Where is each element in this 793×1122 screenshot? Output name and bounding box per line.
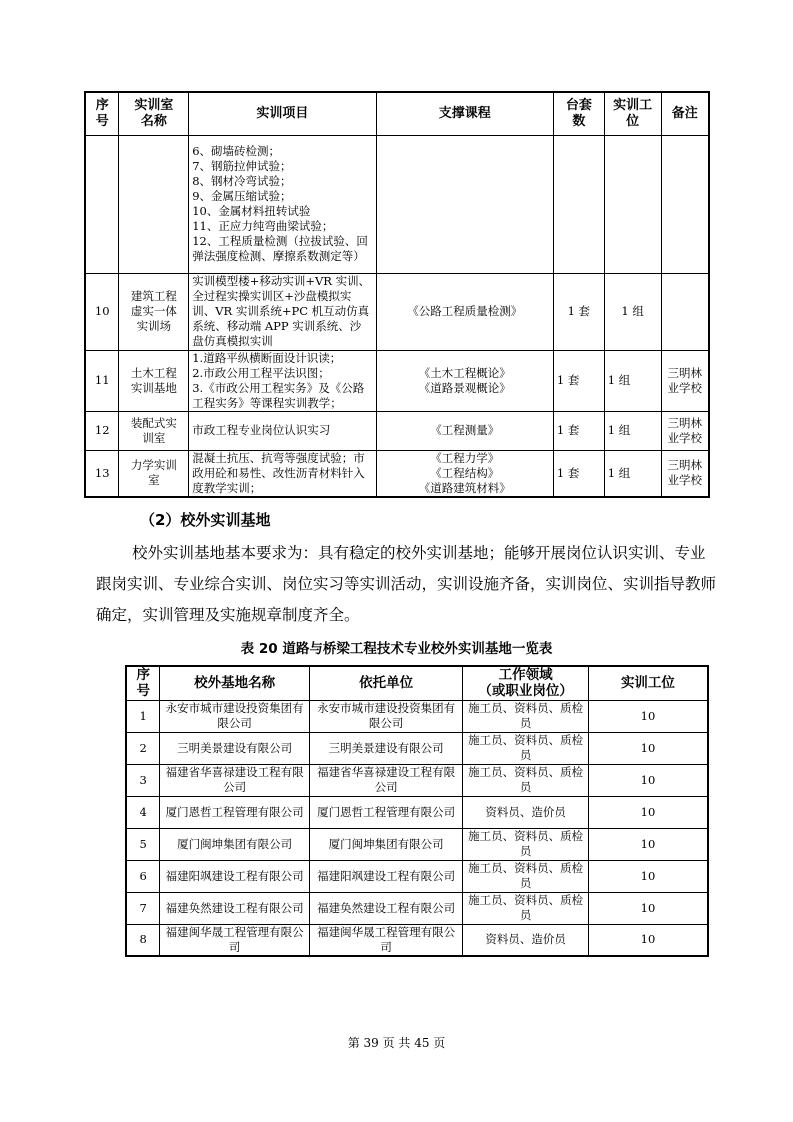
table-row bbox=[126, 892, 708, 924]
cell-base: 福建闽华晟工程管理有限公司 bbox=[160, 924, 309, 956]
cell-note: 三明林 业学校 bbox=[661, 411, 709, 450]
cell-room bbox=[119, 135, 189, 273]
cell-sets: 1 套 bbox=[553, 350, 604, 411]
cell-unit: 厦门闽坤集团有限公司 bbox=[309, 828, 462, 860]
body-paragraph: 校外实训基地基本要求为：具有稳定的校外实训基地；能够开展岗位认识实训、专业跟岗实训、专业综合实训、岗位实习等实训活动，实训设施齐备，实训岗位、实训指导教师确定，实训管理及实施规章制度齐全。 bbox=[96, 544, 717, 624]
col-header-unit: 依托单位 bbox=[309, 666, 462, 700]
cell-items: 混凝土抗压、抗弯等强度试验；市政用砼和易性、改性沥青材料针入度教学实训； bbox=[189, 450, 376, 497]
col-header-field: 工作领域 （或职业岗位） bbox=[463, 666, 589, 700]
cell-courses: 《土木工程概论》 《道路景观概论》 bbox=[376, 350, 553, 411]
cell-room: 土木工程 实训基地 bbox=[119, 350, 189, 411]
external-base-table bbox=[125, 665, 709, 957]
col-header-stations: 实训工 位 bbox=[604, 92, 661, 135]
cell-stations: 10 bbox=[588, 764, 708, 796]
cell-sets bbox=[553, 135, 604, 273]
table-row bbox=[126, 796, 708, 828]
cell-base: 厦门闽坤集团有限公司 bbox=[160, 828, 309, 860]
cell-no: 4 bbox=[126, 796, 160, 828]
col-header-room: 实训室 名称 bbox=[119, 92, 189, 135]
table-row bbox=[85, 411, 709, 450]
cell-stations: 1 组 bbox=[604, 411, 661, 450]
cell-courses bbox=[376, 135, 553, 273]
cell-sets: 1 套 bbox=[553, 411, 604, 450]
cell-no bbox=[85, 135, 119, 273]
cell-field: 施工员、资料员、质检员 bbox=[463, 860, 589, 892]
cell-room: 装配式实 训室 bbox=[119, 411, 189, 450]
cell-stations: 10 bbox=[588, 700, 708, 732]
col-header-stations: 实训工位 bbox=[588, 666, 708, 700]
cell-stations: 10 bbox=[588, 828, 708, 860]
cell-unit: 福建阳飒建设工程有限公司 bbox=[309, 860, 462, 892]
col-header-base: 校外基地名称 bbox=[160, 666, 309, 700]
cell-note bbox=[661, 273, 709, 350]
cell-no: 2 bbox=[126, 732, 160, 764]
cell-note bbox=[661, 135, 709, 273]
cell-no: 7 bbox=[126, 892, 160, 924]
lab-table bbox=[84, 91, 710, 498]
cell-no: 1 bbox=[126, 700, 160, 732]
table-caption: 表 20 道路与桥梁工程技术专业校外实训基地一览表 bbox=[240, 641, 553, 657]
cell-no: 6 bbox=[126, 860, 160, 892]
cell-items: 6、砌墙砖检测； 7、钢筋拉伸试验； 8、钢材冷弯试验； 9、金属压缩试验； 10、金属材料扭转试验 11、正应力纯弯曲梁试验； 12、工程质量检测（拉拔试验、回弹法强度检测、摩擦系数测定等） bbox=[189, 135, 376, 273]
cell-items: 1.道路平纵横断面设计识读； 2.市政公用工程平法识图； 3.《市政公用工程实务》及《公路工程实务》等课程实训教学； bbox=[189, 350, 376, 411]
col-header-items: 实训项目 bbox=[189, 92, 376, 135]
section-heading: （2）校外实训基地 bbox=[140, 511, 271, 529]
cell-unit: 厦门恩哲工程管理有限公司 bbox=[309, 796, 462, 828]
cell-field: 施工员、资料员、质检员 bbox=[463, 892, 589, 924]
cell-sets: 1 套 bbox=[553, 450, 604, 497]
cell-unit: 福建奂然建设工程有限公司 bbox=[309, 892, 462, 924]
cell-stations: 1 组 bbox=[604, 273, 661, 350]
cell-field: 资料员、造价员 bbox=[463, 924, 589, 956]
table-row bbox=[126, 700, 708, 732]
table-header-row bbox=[126, 666, 708, 700]
cell-unit: 福建省华喜禄建设工程有限公司 bbox=[309, 764, 462, 796]
cell-stations: 1 组 bbox=[604, 450, 661, 497]
cell-base: 福建奂然建设工程有限公司 bbox=[160, 892, 309, 924]
cell-stations: 10 bbox=[588, 796, 708, 828]
page-footer: 第 39 页 共 45 页 bbox=[347, 1036, 446, 1050]
col-header-no: 序 号 bbox=[85, 92, 119, 135]
cell-stations: 10 bbox=[588, 860, 708, 892]
cell-no: 10 bbox=[85, 273, 119, 350]
col-header-no: 序号 bbox=[126, 666, 160, 700]
table-row bbox=[85, 450, 709, 497]
cell-unit: 三明美景建设有限公司 bbox=[309, 732, 462, 764]
cell-stations: 10 bbox=[588, 732, 708, 764]
cell-field: 施工员、资料员、质检员 bbox=[463, 732, 589, 764]
col-header-courses: 支撑课程 bbox=[376, 92, 553, 135]
cell-no: 13 bbox=[85, 450, 119, 497]
cell-stations: 1 组 bbox=[604, 350, 661, 411]
cell-unit: 永安市城市建设投资集团有限公司 bbox=[309, 700, 462, 732]
cell-base: 永安市城市建设投资集团有限公司 bbox=[160, 700, 309, 732]
table-row bbox=[85, 135, 709, 273]
table-row bbox=[126, 732, 708, 764]
table-row bbox=[126, 860, 708, 892]
table-row bbox=[126, 764, 708, 796]
cell-field: 施工员、资料员、质检员 bbox=[463, 700, 589, 732]
table-header-row bbox=[85, 92, 709, 135]
cell-no: 8 bbox=[126, 924, 160, 956]
cell-field: 施工员、资料员、质检员 bbox=[463, 764, 589, 796]
cell-courses: 《公路工程质量检测》 bbox=[376, 273, 553, 350]
cell-base: 厦门恩哲工程管理有限公司 bbox=[160, 796, 309, 828]
cell-courses: 《工程力学》 《工程结构》 《道路建筑材料》 bbox=[376, 450, 553, 497]
cell-no: 5 bbox=[126, 828, 160, 860]
cell-items: 市政工程专业岗位认识实习 bbox=[189, 411, 376, 450]
cell-base: 福建阳飒建设工程有限公司 bbox=[160, 860, 309, 892]
table-row bbox=[126, 924, 708, 956]
cell-no: 3 bbox=[126, 764, 160, 796]
cell-stations: 10 bbox=[588, 924, 708, 956]
col-header-note: 备注 bbox=[661, 92, 709, 135]
cell-note: 三明林 业学校 bbox=[661, 450, 709, 497]
cell-note: 三明林 业学校 bbox=[661, 350, 709, 411]
cell-courses: 《工程测量》 bbox=[376, 411, 553, 450]
cell-no: 12 bbox=[85, 411, 119, 450]
col-header-sets: 台套 数 bbox=[553, 92, 604, 135]
cell-items: 实训模型楼+移动实训+VR 实训、全过程实操实训区+沙盘模拟实训、VR 实训系统+PC 机互动仿真系统、移动端 APP 实训系统、沙盘仿真模拟实训 bbox=[189, 273, 376, 350]
cell-stations: 10 bbox=[588, 892, 708, 924]
cell-room: 力学实训 室 bbox=[119, 450, 189, 497]
cell-field: 资料员、造价员 bbox=[463, 796, 589, 828]
table-row bbox=[85, 350, 709, 411]
table-row bbox=[85, 273, 709, 350]
cell-unit: 福建闽华晟工程管理有限公司 bbox=[309, 924, 462, 956]
cell-no: 11 bbox=[85, 350, 119, 411]
cell-room: 建筑工程 虚实一体 实训场 bbox=[119, 273, 189, 350]
table-row bbox=[126, 828, 708, 860]
cell-sets: 1 套 bbox=[553, 273, 604, 350]
cell-stations bbox=[604, 135, 661, 273]
cell-base: 三明美景建设有限公司 bbox=[160, 732, 309, 764]
cell-field: 施工员、资料员、质检员 bbox=[463, 828, 589, 860]
cell-base: 福建省华喜禄建设工程有限公司 bbox=[160, 764, 309, 796]
